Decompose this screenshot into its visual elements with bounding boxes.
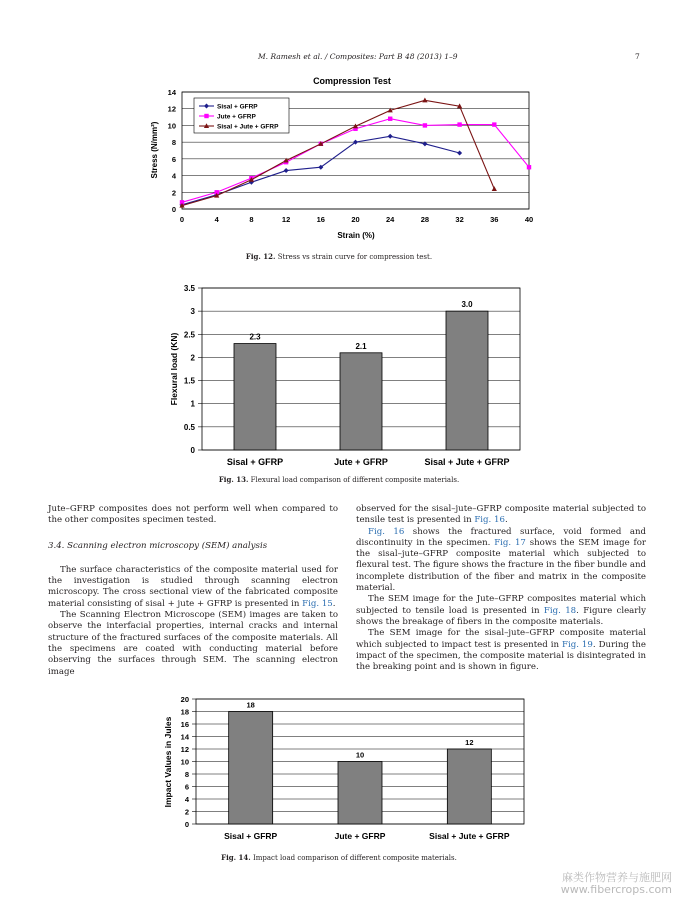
y-axis-label: Flexural load (KN) xyxy=(169,332,179,406)
x-tick-label: 12 xyxy=(281,215,291,224)
figure-reference-link[interactable]: Fig. 19 xyxy=(562,639,593,650)
y-tick-label: 3 xyxy=(190,307,195,317)
right-column xyxy=(356,504,646,673)
legend-entry: Sisal + Jute + GFRP xyxy=(217,123,279,131)
y-tick-label: 4 xyxy=(171,171,176,181)
figure-reference-link[interactable]: Fig. 16 xyxy=(368,526,405,537)
x-tick-label: 32 xyxy=(455,215,464,224)
y-tick-label: 0.5 xyxy=(183,422,195,432)
paragraph: The SEM image for the sisal–jute–GFRP composite material which subjected to impact test is presented in Fig. 19. During the impact of the specimen, the composite material is disintegrated in the breaking point and is shown in figure. xyxy=(356,628,646,673)
figure-label: Fig. 14. xyxy=(221,853,251,862)
x-tick-label: Jute + GFRP xyxy=(334,457,388,467)
y-tick-label: 2 xyxy=(190,353,195,363)
x-tick-label: Sisal + Jute + GFRP xyxy=(429,831,510,841)
y-tick-labels xyxy=(168,88,177,214)
legend-entry: Sisal + GFRP xyxy=(217,103,258,111)
x-tick-label: 8 xyxy=(249,215,254,224)
legend xyxy=(194,98,289,133)
bar xyxy=(234,344,276,450)
page-number: 7 xyxy=(635,52,640,61)
x-tick-label: Sisal + Jute + GFRP xyxy=(424,457,510,467)
left-column xyxy=(48,504,338,678)
legend-entry: Jute + GFRP xyxy=(217,113,256,121)
y-tick-label: 0 xyxy=(184,820,189,829)
y-tick-label: 0 xyxy=(190,446,195,455)
paragraph: The surface characteristics of the composite material used for the investigation is studied through scanning electron microscopy. The cross sectional view of the fabricated composite material consisting of sisal + jute + GFRP is presented in Fig. 15. xyxy=(48,564,338,609)
y-tick-label: 4 xyxy=(184,795,189,804)
y-tick-label: 14 xyxy=(167,88,176,97)
y-tick-label: 16 xyxy=(180,720,189,729)
y-tick-label: 6 xyxy=(171,154,176,164)
y-tick-label: 14 xyxy=(180,732,189,742)
data-label: 12 xyxy=(465,738,474,747)
y-tick-labels xyxy=(184,284,196,455)
paragraph: observed for the sisal–jute–GFRP composite material subjected to tensile test is presented in Fig. 16. xyxy=(356,504,646,526)
x-axis-label: Strain (%) xyxy=(337,231,375,240)
paragraph: Jute–GFRP composites does not perform well when compared to the other composites specimen tested. xyxy=(48,504,338,526)
y-tick-label: 6 xyxy=(184,782,189,792)
x-tick-label: Sisal + GFRP xyxy=(226,457,284,467)
figure-label: Fig. 13. xyxy=(218,475,249,484)
bar xyxy=(229,712,273,825)
y-tick-label: 18 xyxy=(180,707,189,717)
section-heading: 3.4. Scanning electron microscopy (SEM) analysis xyxy=(48,540,268,551)
figure-14-caption xyxy=(0,853,678,862)
figure-reference-link[interactable]: Fig. 18 xyxy=(543,605,577,616)
x-tick-labels xyxy=(227,457,510,467)
y-tick-labels xyxy=(181,695,190,829)
y-tick-label: 1.5 xyxy=(183,376,195,386)
bar xyxy=(446,311,488,450)
data-point xyxy=(527,165,531,169)
watermark-line: www.fibercrops.com xyxy=(560,883,672,896)
figure-reference-link[interactable]: Fig. 16 xyxy=(474,515,505,526)
data-label: 10 xyxy=(355,750,365,760)
y-tick-label: 2 xyxy=(171,188,176,198)
figure-caption-text: Flexural load comparison of different composite materials. xyxy=(250,476,460,484)
paragraph: Fig. 16 shows the fractured surface, void formed and discontinuity in the specimen. Fig. 17 shows the SEM image for the sisal–jute–GFRP composite material which subjected to flexural test. The figure shows the fracture in the fiber bundle and incomplete distribution of the fiber and matrix in the composite material. xyxy=(356,526,646,594)
x-tick-label: 28 xyxy=(420,215,430,224)
chart-title: Compression Test xyxy=(313,76,391,86)
x-tick-label: Jute + GFRP xyxy=(334,831,386,841)
running-header xyxy=(0,52,678,66)
bar xyxy=(447,749,491,824)
x-tick-labels xyxy=(180,215,533,224)
figure-reference-link[interactable]: Fig. 15 xyxy=(302,598,333,609)
y-tick-label: 10 xyxy=(167,121,176,131)
data-label: 3.0 xyxy=(461,300,473,310)
x-tick-label: 36 xyxy=(490,215,499,224)
y-tick-label: 2 xyxy=(184,807,189,817)
y-axis-label: Impact Values in Jules xyxy=(163,716,173,808)
x-tick-label: 20 xyxy=(351,215,360,224)
x-tick-labels xyxy=(224,831,510,841)
x-tick-label: 24 xyxy=(386,215,395,224)
y-tick-label: 12 xyxy=(167,104,176,114)
data-point xyxy=(204,114,208,118)
figure-12-caption xyxy=(0,252,678,261)
data-label: 2.1 xyxy=(355,341,367,351)
figure-13-caption xyxy=(0,475,678,484)
x-tick-label: 4 xyxy=(214,215,219,224)
y-tick-label: 20 xyxy=(180,695,189,704)
x-tick-label: 16 xyxy=(316,215,325,224)
x-tick-label: Sisal + GFRP xyxy=(224,831,278,841)
data-point xyxy=(388,117,392,121)
y-tick-label: 1 xyxy=(190,399,195,409)
data-point xyxy=(457,122,461,126)
watermark xyxy=(561,872,672,896)
data-label: 18 xyxy=(246,700,255,710)
y-tick-label: 3.5 xyxy=(183,284,195,293)
compression-test-chart xyxy=(0,70,678,250)
bar xyxy=(338,762,382,825)
data-point xyxy=(423,123,427,127)
y-tick-label: 8 xyxy=(184,770,189,779)
y-axis-label: Stress (N/mm²) xyxy=(150,121,159,179)
y-tick-label: 12 xyxy=(180,745,189,754)
y-tick-label: 8 xyxy=(171,138,176,148)
x-tick-label: 0 xyxy=(179,215,185,224)
paragraph: The SEM image for the Jute–GFRP composites material which subjected to tensile load is presented in Fig. 18. Figure clearly shows the breakage of fibers in the composite materials. xyxy=(356,594,646,627)
watermark-line: 麻类作物营养与施肥网 xyxy=(562,871,672,884)
figure-caption-text: Impact load comparison of different composite materials. xyxy=(252,854,457,862)
bar xyxy=(340,353,382,450)
y-tick-label: 0 xyxy=(171,205,176,214)
data-label: 2.3 xyxy=(249,332,261,342)
data-point xyxy=(492,122,496,126)
impact-load-chart xyxy=(0,690,678,850)
figure-caption-text: Stress vs strain curve for compression test. xyxy=(277,253,433,261)
figure-reference-link[interactable]: Fig. 17 xyxy=(494,537,526,548)
y-tick-label: 10 xyxy=(180,757,189,767)
y-tick-label: 2.5 xyxy=(183,330,195,340)
paragraph: The Scanning Electron Microscope (SEM) images are taken to observe the interfacial properties, internal cracks and internal structure of the fractured surfaces of the composite materials. All the specimens are coated with conducting material before observing the surfaces through SEM. The scanning electron image xyxy=(48,610,338,677)
running-title: M. Ramesh et al. / Composites: Part B 48 (2013) 1–9 xyxy=(258,52,458,61)
x-tick-label: 40 xyxy=(524,215,534,224)
figure-label: Fig. 12. xyxy=(245,252,276,261)
flexural-load-chart xyxy=(0,280,678,470)
